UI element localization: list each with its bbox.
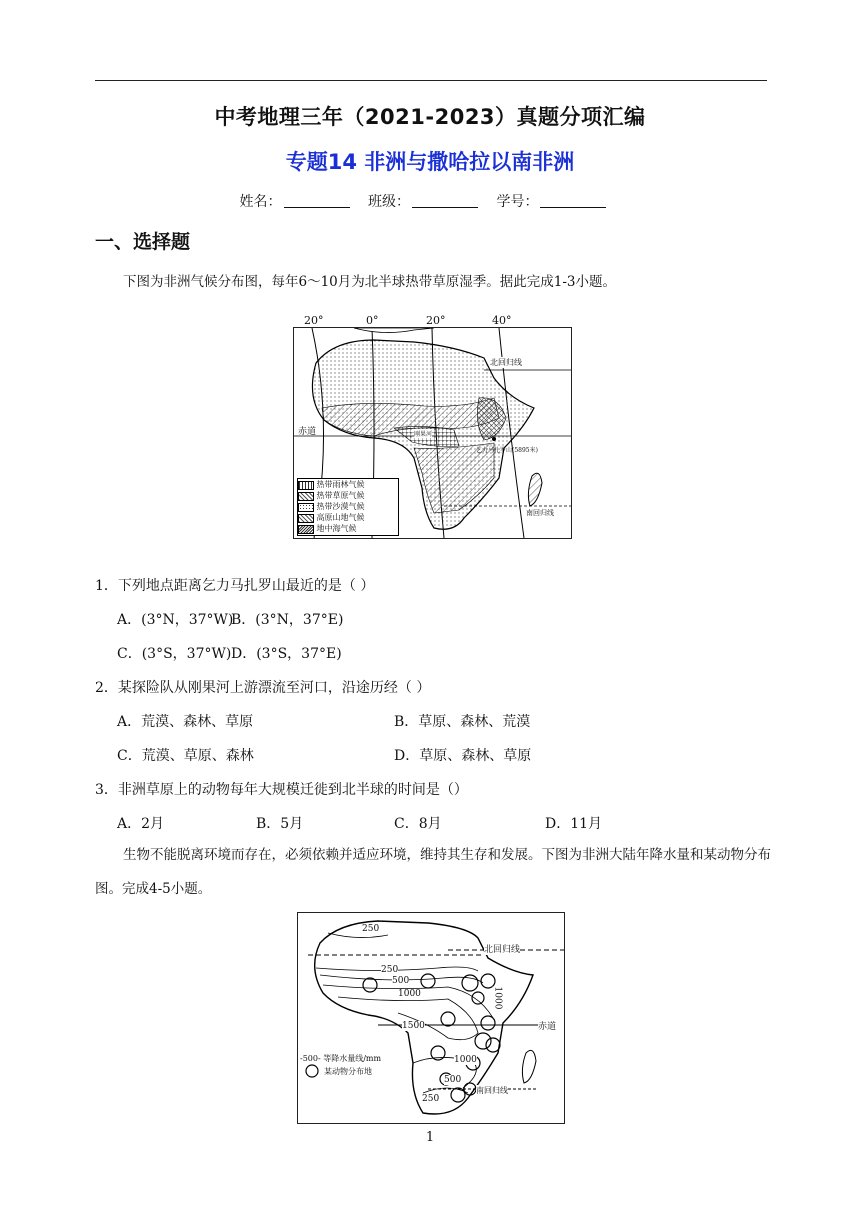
header-rule: [95, 80, 767, 81]
isoline-label-250-north: 250: [362, 924, 380, 934]
equator-label: 赤道: [298, 427, 317, 437]
document-title: 中考地理三年（2021-2023）真题分项汇编: [214, 105, 646, 129]
q3-option-d[interactable]: D．11月: [545, 816, 603, 832]
q3-option-c[interactable]: C．8月: [394, 816, 442, 832]
student-info: [0, 191, 860, 211]
legend-rainforest: 热带雨林气候: [298, 479, 398, 490]
q1-option-b[interactable]: B．(3°N，37°E): [231, 612, 344, 628]
question-3: 3．非洲草原上的动物每年大规模迁徙到北半球的时间是（）: [95, 782, 468, 798]
isoline-label-500: 500: [392, 976, 410, 986]
isoline-label-250: 250: [381, 965, 399, 975]
legend-savanna: 热带草原气候: [298, 490, 398, 501]
lon-label-0: 0°: [366, 314, 379, 327]
name-field[interactable]: [284, 195, 350, 208]
congo-river-label: 刚果河: [414, 431, 433, 438]
legend-isoline: -500- 等降水量线/mm: [300, 1054, 382, 1063]
intro-paragraph-2: 生物不能脱离环境而存在，必须依赖并适应环境，维持其生存和发展。下图为非洲大陆年降水量和某动物分布图。完成4-5小题。: [95, 847, 771, 897]
id-field[interactable]: [540, 195, 606, 208]
legend-animal: 某动物分布地: [324, 1067, 372, 1076]
isoline-label-250-south: 250: [422, 1094, 440, 1104]
tropic-of-cancer-label-2: 北回归线: [484, 942, 520, 955]
legend-desert: 热带沙漠气候: [298, 501, 398, 512]
q2-option-a[interactable]: A．荒漠、森林、草原: [117, 714, 254, 730]
precipitation-map: [297, 912, 565, 1124]
lon-label-20e: 20°: [426, 314, 446, 327]
precipitation-map-drawing: [298, 913, 564, 1123]
q3-option-a[interactable]: A．2月: [117, 816, 165, 832]
isoline-label-1000-east: 1000: [492, 986, 503, 1010]
isoline-label-1000: 1000: [398, 989, 421, 999]
isoline-label-500-south: 500: [444, 1075, 462, 1085]
name-label: 姓名：: [239, 194, 282, 210]
tropic-of-capricorn-label: 南回归线: [526, 509, 554, 517]
q2-option-d[interactable]: D．草原、森林、草原: [394, 748, 532, 764]
id-label: 学号：: [496, 194, 539, 210]
class-field[interactable]: [412, 195, 478, 208]
isoline-label-1000-south: 1000: [454, 1055, 477, 1065]
isoline-label-1500: 1500: [402, 1021, 425, 1031]
q3-option-b[interactable]: B．5月: [256, 816, 304, 832]
tropic-of-cancer-label: 北回归线: [490, 358, 522, 367]
intro-paragraph-1: 下图为非洲气候分布图，每年6～10月为北半球热带草原湿季。据此完成1-3小题。: [123, 274, 617, 290]
tropic-of-capricorn-label-2: 南回归线: [476, 1086, 508, 1095]
kilimanjaro-label: 乞力马扎罗山(5895米): [476, 447, 538, 454]
q1-option-d[interactable]: D．(3°S，37°E): [231, 646, 342, 662]
section-title: 一、选择题: [95, 231, 191, 253]
topic-title: 专题14 非洲与撒哈拉以南非洲: [285, 150, 575, 174]
q2-option-c[interactable]: C．荒漠、草原、森林: [117, 748, 254, 764]
q1-option-c[interactable]: C．(3°S，37°W): [117, 646, 232, 662]
page-number: 1: [425, 1130, 435, 1145]
climate-map: [293, 314, 572, 539]
question-1: 1．下列地点距离乞力马扎罗山最近的是（ ）: [95, 578, 375, 594]
q1-option-a[interactable]: A．(3°N，37°W): [117, 612, 234, 628]
class-label: 班级：: [368, 194, 410, 210]
lon-label-20w: 20°: [304, 314, 324, 327]
legend-mediterranean: 地中海气候: [298, 523, 398, 534]
legend-highland: 高原山地气候: [298, 512, 398, 523]
equator-label-2: 赤道: [538, 1019, 556, 1032]
lon-label-40e: 40°: [492, 314, 512, 327]
question-2: 2．某探险队从刚果河上游漂流至河口，沿途历经（ ）: [95, 680, 431, 696]
q2-option-b[interactable]: B．草原、森林、荒漠: [394, 714, 531, 730]
climate-legend: [297, 478, 399, 536]
